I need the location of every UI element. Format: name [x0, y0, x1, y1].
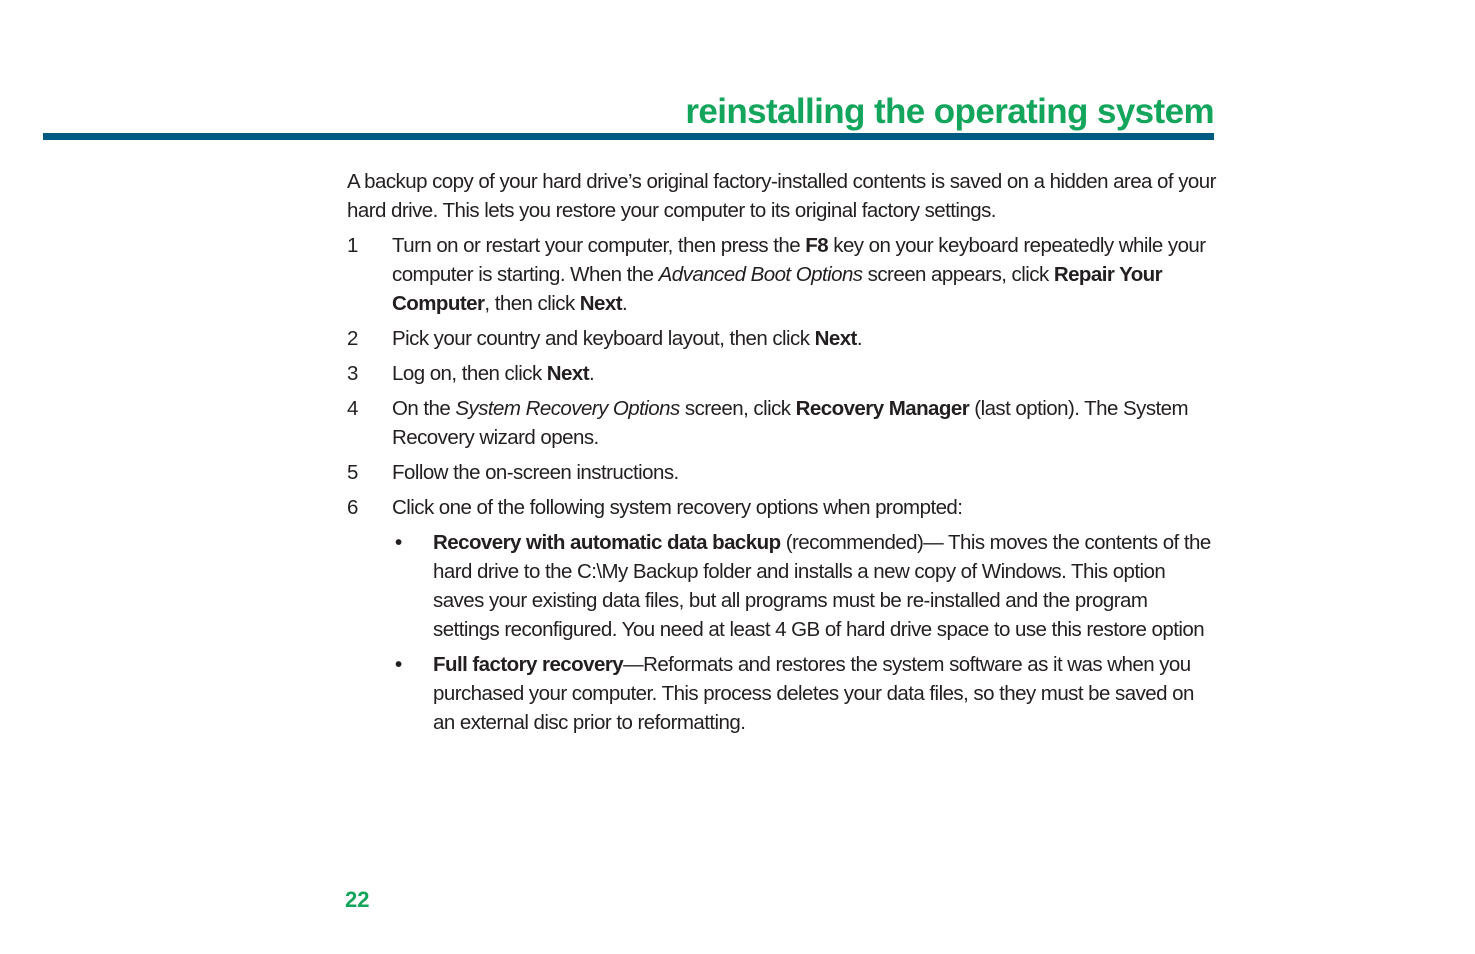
recovery-option-full-factory: • Full factory recovery—Reformats and restores the system software as it was when you purchased your computer. This process deletes your data files, so they must be saved on an external disc prior to reformatting. — [392, 650, 1217, 737]
key-f8: F8 — [805, 234, 829, 257]
option-title: Full factory recovery — [433, 653, 624, 676]
step-3: 3 Log on, then click Next. — [347, 359, 1217, 388]
step-1: 1 Turn on or restart your computer, then press the F8 key on your keyboard repeatedly while your computer is starting. When the Advanced Boot Options screen appears, click Repair Your Computer, then click Next. — [347, 231, 1217, 318]
bullet-icon: • — [395, 653, 402, 676]
step-number: 4 — [347, 397, 358, 420]
step-number: 2 — [347, 327, 358, 350]
option-next: Next — [546, 362, 590, 385]
step-4: 4 On the System Recovery Options screen, click Recovery Manager (last option). The System Recovery wizard opens. — [347, 394, 1217, 452]
step-2: 2 Pick your country and keyboard layout, then click Next. — [347, 324, 1217, 353]
screen-name: Advanced Boot Options — [658, 263, 863, 286]
screen-name: System Recovery Options — [455, 397, 680, 420]
steps-list — [347, 231, 1217, 737]
recovery-option-automatic-backup: • Recovery with automatic data backup (recommended)— This moves the contents of the hard drive to the C:\My Backup folder and installs a new copy of Windows. This option saves your existing data files, but all programs must be re-installed and the program settings reconfigured. You need at least 4 GB of hard drive space to use this restore option — [392, 528, 1217, 644]
step-number: 6 — [347, 496, 358, 519]
step-6: 6 Click one of the following system recovery options when prompted: • Recovery with automatic data backup (recommended)— This moves the contents of the hard drive to the C:\My Backup folder and installs a new copy of Windows. This option saves your existing data files, but all programs must be re-installed and the program settings reconfigured. You need at least 4 GB of hard drive space to use this restore option • Full factory recovery—Reformats and restores the system software as it was when you purchased your computer. This process deletes your data files, so they must be saved on an external disc prior to reformatting. — [347, 493, 1217, 737]
step-number: 3 — [347, 362, 358, 385]
option-title: Recovery with automatic data backup — [433, 531, 781, 554]
option-recovery-manager: Recovery Manager — [795, 397, 970, 420]
option-repair: Repair Your Computer — [392, 263, 1163, 315]
option-next: Next — [579, 292, 623, 315]
bullet-icon: • — [395, 531, 402, 554]
step-number: 5 — [347, 461, 358, 484]
page-number: 22 — [345, 887, 370, 912]
step-number: 1 — [347, 234, 358, 257]
step-5: 5 Follow the on-screen instructions. — [347, 458, 1217, 487]
document-body — [347, 167, 1217, 743]
title-rule — [43, 133, 1214, 140]
recovery-options-list — [392, 528, 1217, 737]
page-title: reinstalling the operating system — [685, 92, 1214, 131]
option-next: Next — [814, 327, 857, 350]
intro-paragraph: A backup copy of your hard drive’s original factory-installed contents is saved on a hidden area of your hard drive. This lets you restore your computer to its original factory settings. — [347, 170, 1216, 222]
